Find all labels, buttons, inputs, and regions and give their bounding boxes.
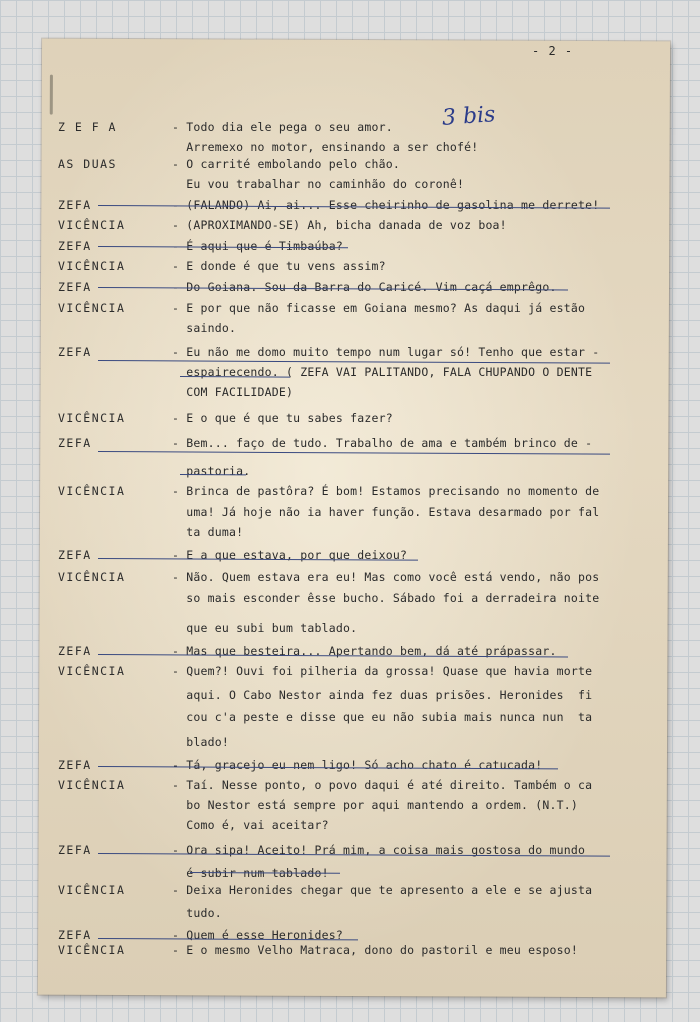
dialogue-line: - Bem... faço de tudo. Trabalho de ama e também brinco de -	[172, 436, 593, 450]
speaker-label: ZEFA	[58, 436, 92, 450]
dialogue-line: COM FACILIDADE)	[172, 385, 294, 399]
handwritten-annotation: 3 bis	[441, 102, 497, 131]
dialogue-line: blado!	[172, 735, 229, 749]
speaker-label: VICÊNCIA	[58, 411, 126, 425]
dialogue-line: que eu subi bum tablado.	[172, 621, 358, 635]
dialogue-line: - Não. Quem estava era eu! Mas como você está vendo, não pos	[172, 570, 600, 584]
dialogue-line: - E donde é que tu vens assim?	[172, 259, 386, 273]
dialogue-line: - E por que não ficasse em Goiana mesmo? As daqui já estão	[172, 301, 586, 315]
dialogue-line: é subir num tablado!	[172, 866, 329, 880]
speaker-label: ZEFA	[58, 843, 92, 857]
speaker-label: Z E F A	[58, 120, 117, 134]
speaker-label: VICÊNCIA	[58, 570, 126, 584]
dialogue-line: - Todo dia ele pega o seu amor.	[172, 120, 393, 134]
dialogue-line: - Deixa Heronides chegar que te apresento a ele e se ajusta	[172, 883, 593, 897]
dialogue-line: - Quem?! Ouvi foi pilheria da grossa! Quase que havia morte	[172, 664, 593, 678]
dialogue-line: - Tá, gracejo eu nem ligo! Só acho chato é catucada!	[172, 758, 543, 772]
dialogue-line: so mais esconder êsse bucho. Sábado foi a derradeira noite	[172, 591, 600, 605]
dialogue-line: saindo.	[172, 321, 237, 335]
dialogue-line: - O carrité embolando pelo chão.	[172, 157, 400, 171]
speaker-label: VICÊNCIA	[58, 218, 126, 232]
speaker-label: VICÊNCIA	[58, 484, 126, 498]
dialogue-line: cou c'a peste e disse que eu não subia mais nunca nun ta	[172, 710, 593, 724]
speaker-label: VICÊNCIA	[58, 778, 126, 792]
dialogue-line: - Taí. Nesse ponto, o povo daqui é até direito. Também o ca	[172, 778, 593, 792]
speaker-label: VICÊNCIA	[58, 259, 126, 273]
speaker-label: VICÊNCIA	[58, 301, 126, 315]
dialogue-line: - Brinca de pastôra? É bom! Estamos precisando no momento de	[172, 484, 600, 498]
dialogue-line: - E o mesmo Velho Matraca, dono do pastoril e meu esposo!	[172, 943, 579, 957]
binding-mark	[50, 75, 53, 115]
speaker-label: ZEFA	[58, 345, 92, 359]
dialogue-line: - Quem é esse Heronides?	[172, 928, 343, 942]
dialogue-line: - É aqui que é Timbaúba?	[172, 239, 343, 253]
speaker-label: ZEFA	[58, 198, 92, 212]
dialogue-line: tudo.	[172, 906, 222, 920]
speaker-label: ZEFA	[58, 758, 92, 772]
speaker-label: ZEFA	[58, 280, 92, 294]
dialogue-line: aqui. O Cabo Nestor ainda fez duas prisões. Heronides fi	[172, 688, 593, 702]
speaker-label: VICÊNCIA	[58, 664, 126, 678]
speaker-label: ZEFA	[58, 239, 92, 253]
dialogue-line: - Ora sipa! Aceito! Prá mim, a coisa mais gostosa do mundo	[172, 843, 586, 857]
dialogue-line: pastoria.	[172, 464, 251, 478]
dialogue-line: espairecendo. ( ZEFA VAI PALITANDO, FALA CHUPANDO O DENTE	[172, 365, 593, 379]
dialogue-line: uma! Já hoje não ia haver função. Estava desarmado por fal	[172, 505, 600, 519]
dialogue-line: - E o que é que tu sabes fazer?	[172, 411, 393, 425]
page-number: - 2 -	[532, 44, 574, 58]
speaker-label: AS DUAS	[58, 157, 117, 171]
dialogue-line: - Eu não me domo muito tempo num lugar só! Tenho que estar -	[172, 345, 600, 359]
dialogue-line: Arremexo no motor, ensinando a ser chofé!	[172, 140, 479, 154]
dialogue-line: - Mas que besteira... Apertando bem, dá até prápassar.	[172, 644, 557, 658]
dialogue-line: - Do Goiana. Sou da Barra do Caricé. Vim caçá emprêgo.	[172, 280, 557, 294]
dialogue-line: Eu vou trabalhar no caminhão do coronê!	[172, 177, 465, 191]
speaker-label: ZEFA	[58, 644, 92, 658]
dialogue-line: bo Nestor está sempre por aqui mantendo a ordem. (N.T.)	[172, 798, 579, 812]
speaker-label: VICÊNCIA	[58, 883, 126, 897]
speaker-label: ZEFA	[58, 548, 92, 562]
speaker-label: VICÊNCIA	[58, 943, 126, 957]
dialogue-line: Como é, vai aceitar?	[172, 818, 329, 832]
speaker-label: ZEFA	[58, 928, 92, 942]
dialogue-line: - (APROXIMANDO-SE) Ah, bicha danada de voz boa!	[172, 218, 507, 232]
dialogue-line: ta duma!	[172, 525, 244, 539]
dialogue-line: - E a que estava, por que deixou?	[172, 548, 408, 562]
dialogue-line: - (FALANDO) Ai, ai... Esse cheirinho de gasolina me derrete!	[172, 198, 600, 212]
